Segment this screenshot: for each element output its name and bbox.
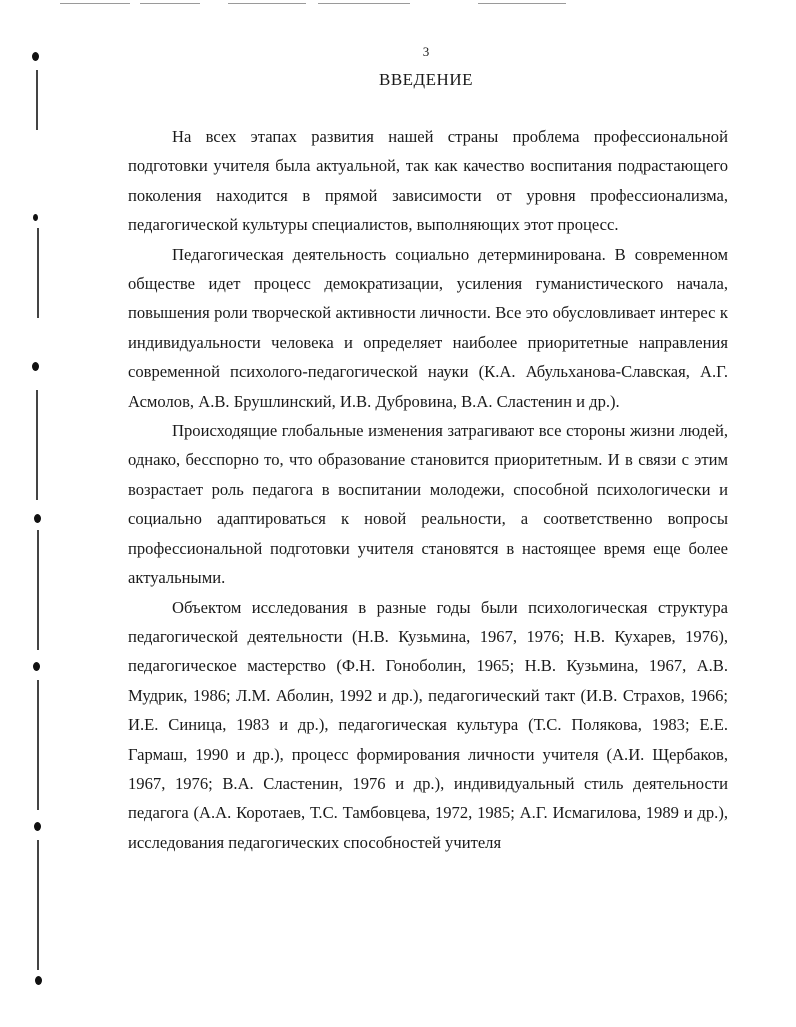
binding-hole-dot (32, 362, 39, 371)
scan-artifact-line (140, 3, 200, 4)
binding-hole-dot (35, 976, 42, 985)
binding-edge-mark (37, 840, 39, 970)
page-title: ВВЕДЕНИЕ (379, 70, 473, 89)
binding-hole-dot (33, 214, 38, 221)
binding-edge-mark (37, 680, 39, 810)
binding-hole-dot (34, 514, 41, 523)
scan-artifact-line (478, 3, 566, 4)
paragraph-intro: На всех этапах развития нашей страны проблема профессиональной подготовки учителя была актуальной, так как качество воспитания подрастающего поколения находится в прямой зависимости от уровня профессионализма, педагогической культуры специалистов, выполняющих этот процесс. (128, 127, 728, 235)
paragraph-social-determination: Педагогическая деятельность социально детерминирована. В современном обществе идет процесс демократизации, усиления гуманистического начала, повышения роли творческой активности личности. Все это обусловливает интерес к индивидуальности человека и определяет наиболее приоритетные направления современной психолого-педагогической науки (К.А. Абульханова-Славская, А.Г. Асмолов, А.В. Брушлинский, И.В. Дубровина, В.А. Сластенин и др.). (128, 244, 728, 411)
scan-artifact-line (318, 3, 410, 4)
binding-edge-mark (37, 228, 39, 318)
page-number: 3 (422, 44, 430, 59)
scan-artifact-line (60, 3, 130, 4)
binding-edge-mark (36, 390, 38, 500)
binding-hole-dot (33, 662, 40, 671)
binding-edge-mark (37, 530, 39, 650)
document-body (128, 122, 728, 857)
paragraph-research-objects: Объектом исследования в разные годы были психологическая структура педагогической деятельности (Н.В. Кузьмина, 1967, 1976; Н.В. Кухарев, 1976), педагогическое мастерство (Ф.Н. Гоноболин, 1965; Н.В. Кузьмина, 1967, А.В. Мудрик, 1986; Л.М. Аболин, 1992 и др.), педагогический такт (И.В. Страхов, 1966; И.Е. Синица, 1983 и др.), педагогическая культура (Т.С. Полякова, 1983; Е.Е. Гармаш, 1990 и др.), процесс формирования личности учителя (А.И. Щербаков, 1967, 1976; В.А. Сластенин, 1976 и др.), индивидуальный стиль деятельности педагога (А.А. Коротаев, Т.С. Тамбовцева, 1972, 1985; А.Г. Исмагилова, 1989 и др.), исследования педагогических способностей учителя (128, 597, 728, 852)
paragraph-global-changes: Происходящие глобальные изменения затрагивают все стороны жизни людей, однако, бесспорно то, что образование становится приоритетным. И в связи с этим возрастает роль педагога в воспитании молодежи, способной психологически и социально адаптироваться к новой реальности, а соответственно вопросы профессиональной подготовки учителя становятся в настоящее время еще более актуальными. (128, 421, 728, 588)
scan-artifact-line (228, 3, 306, 4)
binding-hole-dot (34, 822, 41, 831)
